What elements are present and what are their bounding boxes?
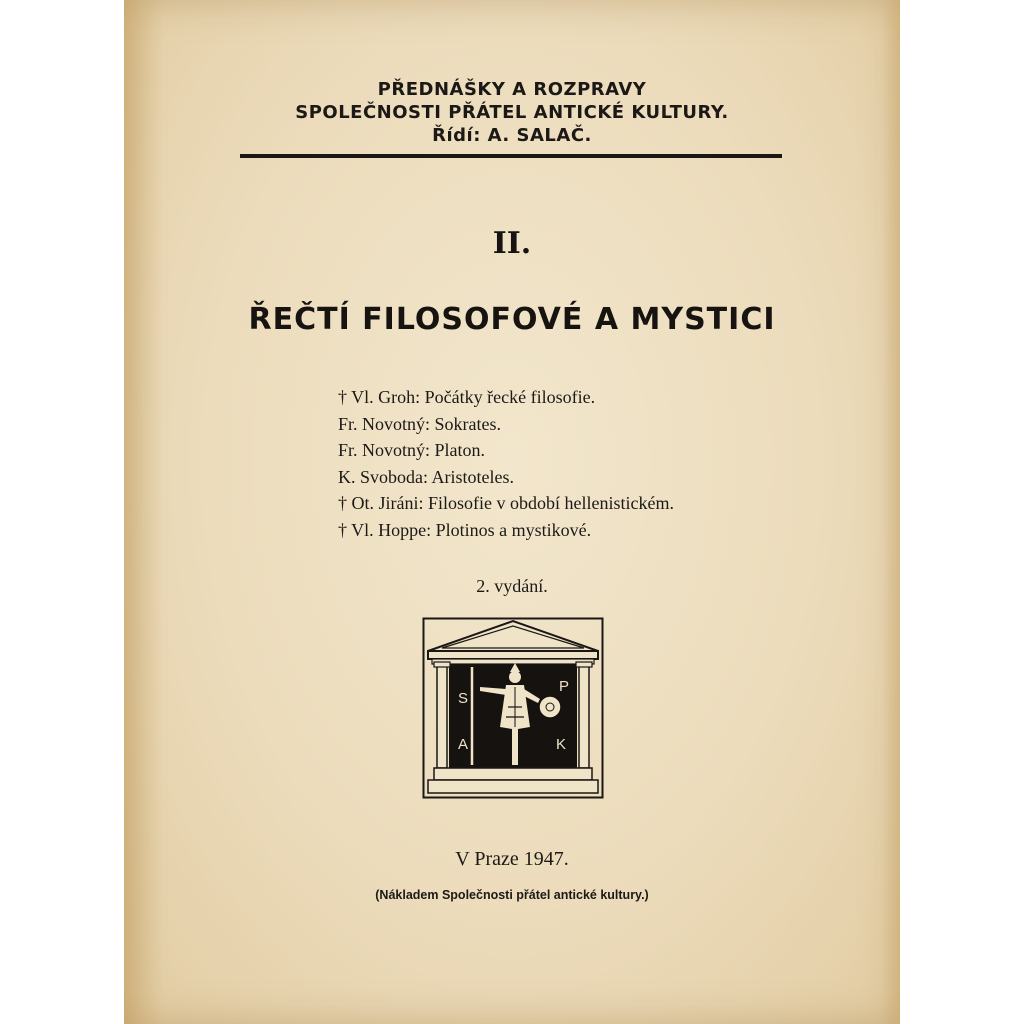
publisher-note: (Nákladem Společnosti přátel antické kultury.): [375, 888, 649, 902]
contents-item: Fr. Novotný: Sokrates.: [338, 413, 502, 434]
contents-item: † Vl. Hoppe: Plotinos a mystikové.: [338, 519, 592, 540]
contents-list: [338, 384, 674, 544]
contents-item: † Vl. Groh: Počátky řecké filosofie.: [338, 387, 596, 407]
emblem-letter-a: A: [458, 736, 469, 753]
book-title: ŘEČTÍ FILOSOFOVÉ A MYSTICI: [248, 302, 776, 337]
place-year: V Praze 1947.: [455, 848, 569, 870]
book-cover: [124, 0, 900, 1024]
temple-athena-emblem-icon: [422, 617, 604, 799]
emblem-letter-k: K: [556, 736, 567, 753]
edition-label: 2. vydání.: [476, 576, 548, 596]
series-header: [124, 78, 900, 147]
emblem-letter-p: P: [559, 678, 570, 695]
volume-number: II.: [492, 226, 532, 261]
series-line-1: PŘEDNÁŠKY A ROZPRAVY: [377, 79, 647, 100]
contents-item: K. Svoboda: Aristoteles.: [338, 466, 514, 487]
series-editor: Řídí: A. SALAČ.: [432, 125, 592, 146]
emblem-letter-s: S: [458, 690, 469, 707]
contents-item: † Ot. Jiráni: Filosofie v období hellenistickém.: [338, 493, 674, 514]
header-rule: [240, 154, 782, 158]
contents-item: Fr. Novotný: Platon.: [338, 440, 486, 461]
series-line-2: SPOLEČNOSTI PŘÁTEL ANTICKÉ KULTURY.: [295, 102, 729, 123]
